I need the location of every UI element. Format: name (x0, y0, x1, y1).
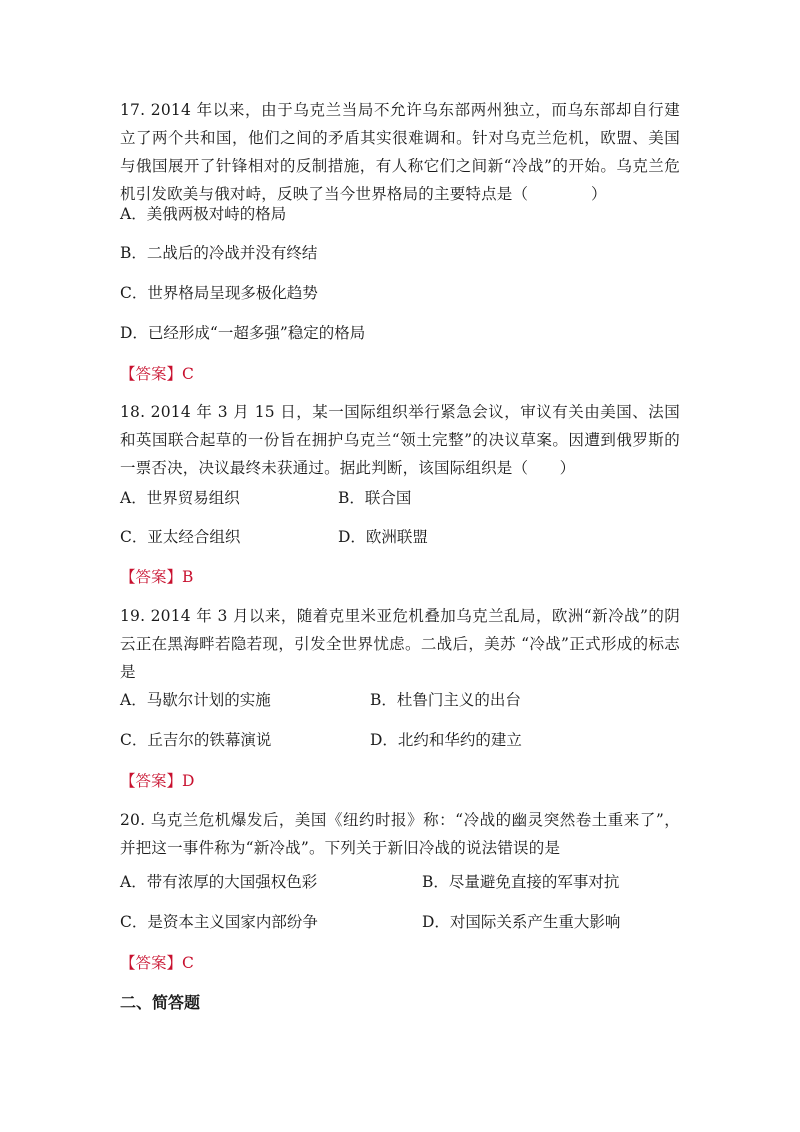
question-19-option-b: B．杜鲁门主义的出台 (370, 691, 521, 709)
question-20-answer: 【答案】C (120, 954, 194, 972)
question-20-stem: 20. 乌克兰危机爆发后，美国《纽约时报》称：“冷战的幽灵突然卷土重来了”，并把这一事件称为“新冷战”。下列关于新旧冷战的说法错误的是 (120, 811, 680, 857)
question-20 (120, 806, 680, 862)
question-19-option-a: A．马歇尔计划的实施 (120, 691, 271, 709)
question-19 (120, 602, 680, 686)
question-17-option-b: B．二战后的冷战并没有终结 (120, 244, 318, 262)
question-18-option-d: D．欧洲联盟 (338, 528, 428, 546)
question-18-stem: 18. 2014 年 3 月 15 日，某一国际组织举行紧急会议，审议有关由美国、法国和英国联合起草的一份旨在拥护乌克兰“领土完整”的决议草案。因遭到俄罗斯的一票否决，决议最终未获通过。据此判断，该国际组织是（ ） (120, 403, 680, 477)
question-18 (120, 398, 680, 482)
question-19-stem: 19. 2014 年 3 月以来，随着克里米亚危机叠加乌克兰乱局，欧洲“新冷战”的阴云正在黑海畔若隐若现，引发全世界忧虑。二战后，美苏 “冷战”正式形成的标志是 (120, 607, 680, 681)
question-19-option-d: D．北约和华约的建立 (370, 731, 522, 749)
section-title: 二、简答题 (120, 993, 201, 1012)
question-17-option-a: A．美俄两极对峙的格局 (120, 205, 287, 223)
question-17-answer: 【答案】C (120, 365, 194, 383)
question-20-option-c: C．是资本主义国家内部纷争 (120, 913, 318, 931)
question-17 (120, 96, 680, 208)
question-18-option-c: C．亚太经合组织 (120, 528, 241, 546)
question-17-option-c: C．世界格局呈现多极化趋势 (120, 284, 318, 302)
question-17-option-d: D．已经形成“一超多强”稳定的格局 (120, 324, 366, 342)
question-18-answer: 【答案】B (120, 568, 194, 586)
question-17-stem: 17. 2014 年以来，由于乌克兰当局不允许乌东部两州独立，而乌东部却自行建立了两个共和国，他们之间的矛盾其实很难调和。针对乌克兰危机，欧盟、美国与俄国展开了针锋相对的反制措施，有人称它们之间新“冷战”的开始。乌克兰危机引发欧美与俄对峙，反映了当今世界格局的主要特点是（ ） (120, 101, 680, 203)
question-19-option-c: C．丘吉尔的铁幕演说 (120, 731, 272, 749)
question-20-option-d: D．对国际关系产生重大影响 (422, 913, 621, 931)
question-18-option-b: B．联合国 (338, 489, 412, 507)
question-18-option-a: A．世界贸易组织 (120, 489, 240, 507)
question-20-option-a: A．带有浓厚的大国强权色彩 (120, 873, 318, 891)
question-19-answer: 【答案】D (120, 772, 195, 790)
question-20-option-b: B．尽量避免直接的军事对抗 (422, 873, 620, 891)
